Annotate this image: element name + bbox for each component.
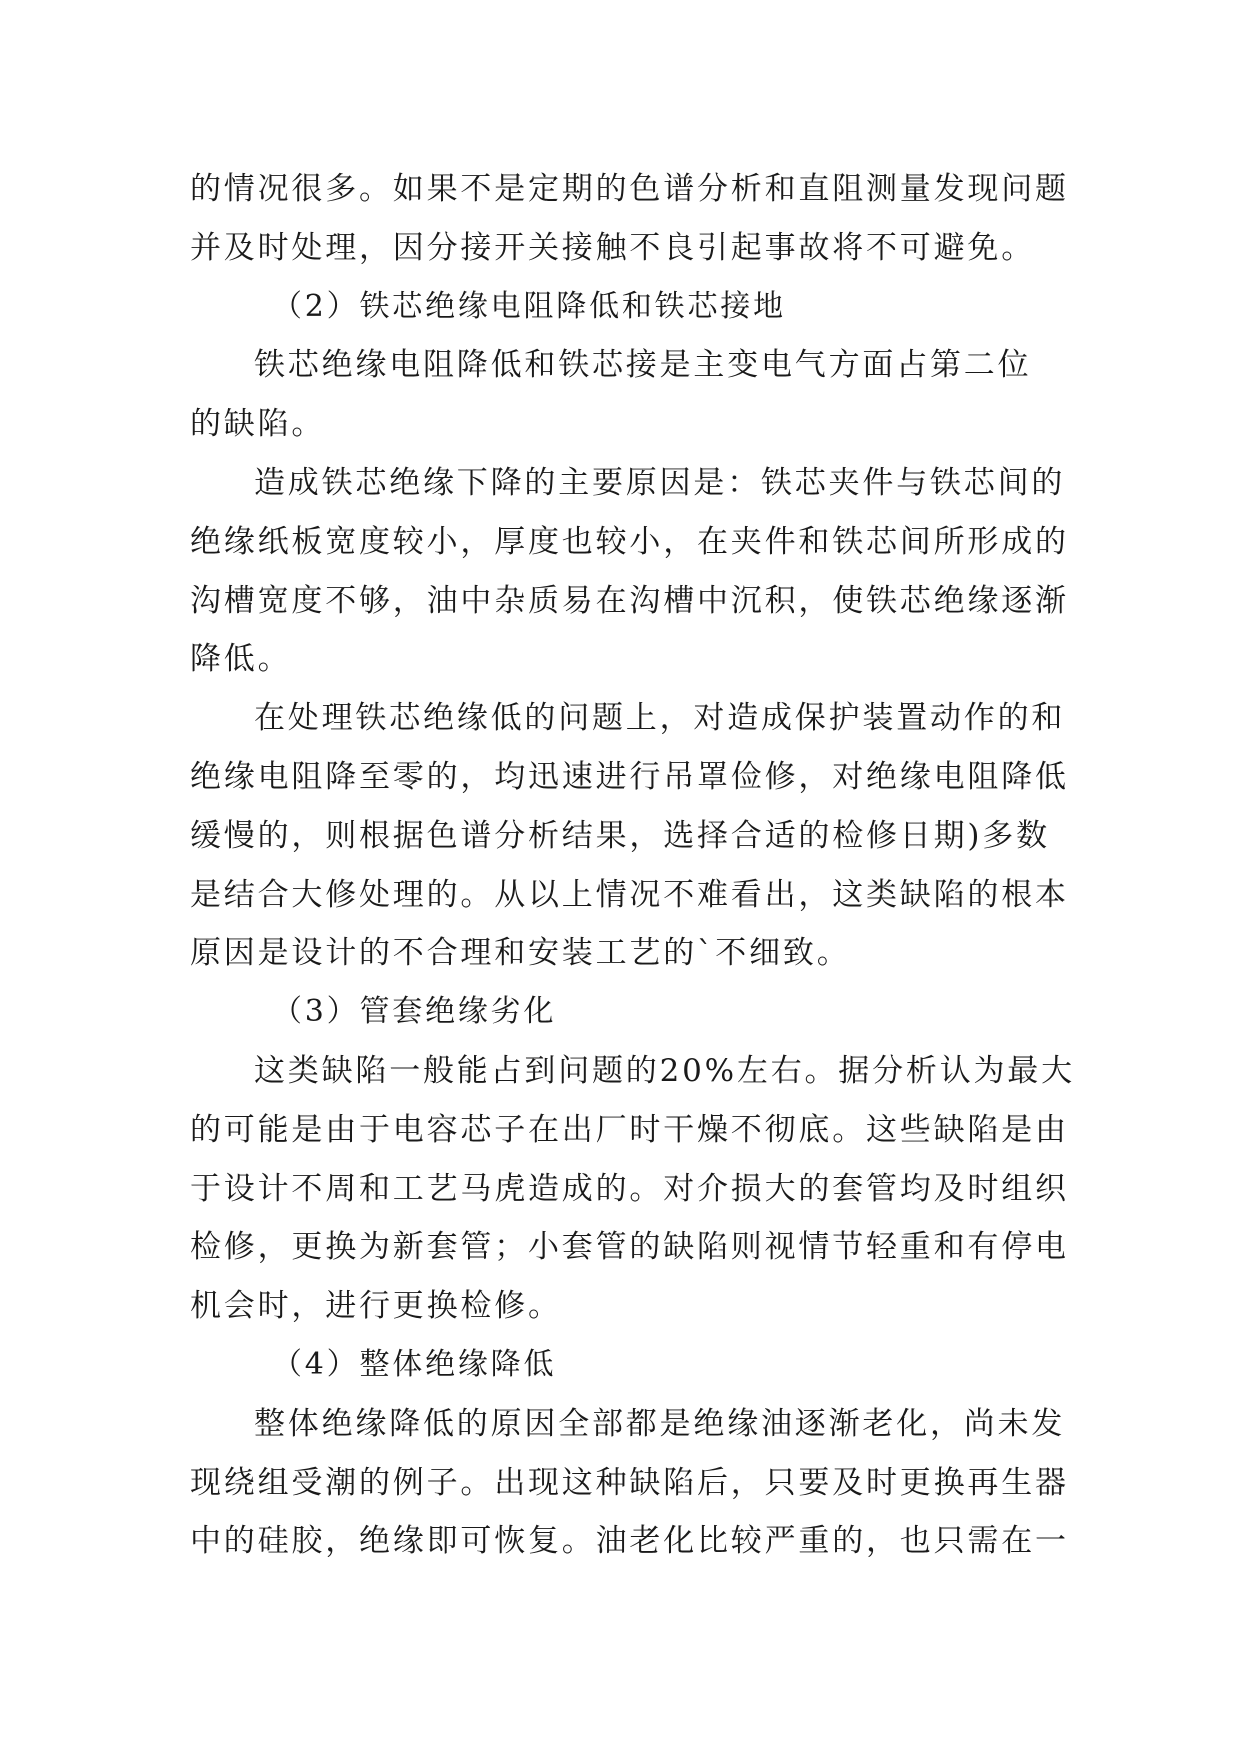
text-line: 是结合大修处理的。从以上情况不难看出，这类缺陷的根本 bbox=[190, 876, 1069, 913]
text-line: 原因是设计的不合理和安装工艺的`不细致。 bbox=[190, 935, 851, 972]
text-line: 绝缘电阻降至零的，均迅速进行吊罩俭修，对绝缘电阻降低 bbox=[190, 758, 1069, 795]
paragraph-start: 整体绝缘降低的原因全部都是绝缘油逐渐老化，尚未发 bbox=[254, 1405, 1066, 1442]
paragraph-start: 在处理铁芯绝缘低的问题上，对造成保护装置动作的和 bbox=[254, 700, 1066, 737]
text-line: 降低。 bbox=[190, 641, 292, 678]
section-heading-3: （3）管套绝缘劣化 bbox=[272, 994, 557, 1030]
text-line: 机会时，进行更换检修。 bbox=[190, 1288, 562, 1325]
text-line: 并及时处理，因分接开关接触不良引起事故将不可避免。 bbox=[190, 229, 1035, 266]
text-line: 的可能是由于电容芯子在出厂时干燥不彻底。这些缺陷是由 bbox=[190, 1111, 1069, 1148]
text-line: 于设计不周和工艺马虎造成的。对介损大的套管均及时组织 bbox=[190, 1170, 1069, 1207]
section-heading-4: （4）整体绝缘降低 bbox=[272, 1346, 557, 1382]
paragraph-start: 这类缺陷一般能占到问题的20%左右。据分析认为最大 bbox=[254, 1052, 1075, 1089]
text-line: 检修，更换为新套管；小套管的缺陷则视情节轻重和有停电 bbox=[190, 1229, 1069, 1266]
text-line: 的情况很多。如果不是定期的色谱分析和直阻测量发现问题 bbox=[190, 171, 1069, 207]
text-line: 中的硅胶，绝缘即可恢复。油老化比较严重的，也只需在一 bbox=[190, 1523, 1069, 1560]
text-line: 现绕组受潮的例子。出现这种缺陷后，只要及时更换再生器 bbox=[190, 1464, 1069, 1501]
paragraph-start: 铁芯绝缘电阻降低和铁芯接是主变电气方面占第二位 bbox=[254, 347, 1032, 384]
text-line: 绝缘纸板宽度较小，厚度也较小，在夹件和铁芯间所形成的 bbox=[190, 523, 1069, 560]
paragraph-start: 造成铁芯绝缘下降的主要原因是：铁芯夹件与铁芯间的 bbox=[254, 464, 1066, 501]
text-line: 的缺陷。 bbox=[190, 406, 326, 443]
text-line: 沟槽宽度不够，油中杂质易在沟槽中沉积，使铁芯绝缘逐渐 bbox=[190, 582, 1069, 619]
document-body bbox=[190, 160, 1075, 1571]
section-heading-2: （2）铁芯绝缘电阻降低和铁芯接地 bbox=[272, 288, 786, 324]
text-line: 缓慢的，则根据色谱分析结果，选择合适的检修日期)多数 bbox=[190, 817, 1050, 854]
